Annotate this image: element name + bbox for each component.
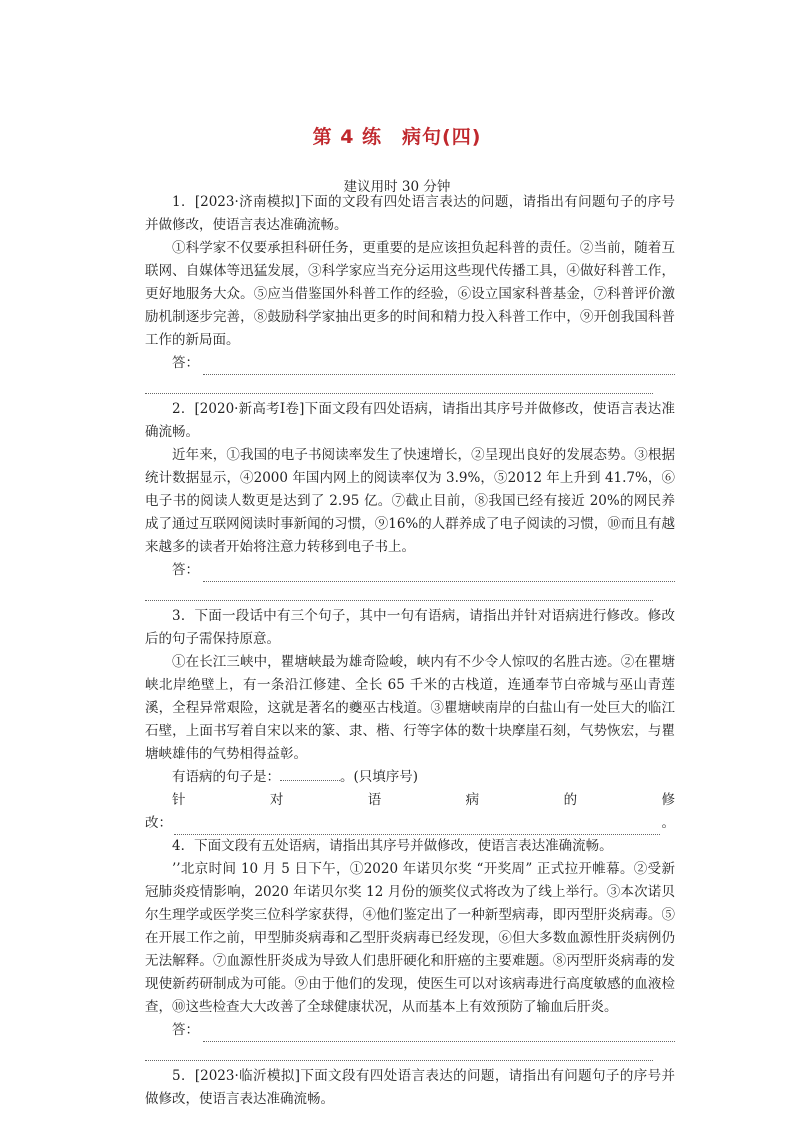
q5-stem: 5．[2023·临沂模拟]下面文段有四处语言表达的问题，请指出有问题句子的序号并做修改，使语言表达准确流畅。 — [145, 1068, 675, 1107]
q2-stem: 2．[2020·新高考Ⅰ卷]下面文段有四处语病，请指出其序号并做修改，使语言表达准确流畅。 — [145, 401, 675, 440]
answer-blank-line[interactable] — [145, 375, 675, 398]
mod-word: 对 — [269, 792, 284, 808]
answer-label: 答： — [172, 562, 199, 578]
answer-blank[interactable] — [203, 360, 675, 375]
answer-blank-line[interactable] — [145, 1042, 675, 1065]
q3-stem: 3．下面一段话中有三个句子，其中一句有语病，请指出并针对语病进行修改。修改后的句子需保持原意。 — [145, 608, 675, 647]
q3-fill-line — [145, 766, 675, 789]
questions — [145, 191, 675, 1111]
q4-passage: ’’北京时间 10 月 5 日下午，①2020 年诺贝尔奖 “开奖周” 正式拉开帷幕。②受新冠肺炎疫情影响，2020 年诺贝尔奖 12 月份的颁奖仪式将改为了线上举行。③本次诺贝尔生理学或医学奖三位科学家获得，④他们鉴定出了一种新型病毒，即丙型肝炎病毒。⑤在开展工作之前，甲型肺炎病毒和乙型肝炎病毒已经发现，⑥但大多数血源性肝炎病例仍无法解释。⑦血源性肝炎成为导致人们患肝硬化和肝癌的主要难题。⑧丙型肝炎病毒的发现使新药研制成为可能。⑨由于他们的发现，使医生可以对该病毒进行高度敏感的血液检查，⑩这些检查大大改善了全球健康状况，从而基本上有效预防了输血后肝炎。 — [145, 861, 675, 1015]
q1-answer-line[interactable] — [145, 352, 675, 375]
answer-blank[interactable] — [203, 567, 675, 582]
q3-mod-suffix: 。 — [661, 815, 675, 831]
q3-mod-blank[interactable] — [174, 820, 660, 835]
page-title: 第 4 练 病句(四) — [312, 126, 482, 148]
answer-blank-line[interactable] — [145, 582, 675, 605]
answer-label: 答： — [172, 355, 199, 371]
q4-stem: 4．下面文段有五处语病，请指出其序号并做修改，使语言表达准确流畅。 — [172, 838, 613, 854]
mod-word: 病 — [465, 792, 480, 808]
q1-stem: 1．[2023·济南模拟]下面的文段有四处语言表达的问题，请指出有问题句子的序号并做修改，使语言表达准确流畅。 — [145, 194, 675, 233]
q3-mod-words — [145, 789, 675, 812]
page-subtitle: 建议用时 30 分钟 — [343, 179, 451, 195]
answer-label: 答： — [172, 1022, 199, 1038]
q1-passage: ①科学家不仅要承担科研任务，更重要的是应该担负起科普的责任。②当前，随着互联网、自媒体等迅猛发展，③科学家应当充分运用这些现代传播工具，④做好科普工作，更好地服务大众。⑤应当借鉴国外科普工作的经验，⑥设立国家科普基金，⑦科普评价激励机制逐步完善，⑧鼓励科学家抽出更多的时间和精力投入科普工作中，⑨开创我国科普工作的新局面。 — [145, 240, 675, 348]
q3-fill-prefix: 有语病的句子是： — [172, 769, 280, 785]
q3-fill-suffix: 。(只填序号) — [340, 769, 419, 785]
q2-passage: 近年来，①我国的电子书阅读率发生了快速增长，②呈现出良好的发展态势。③根据统计数据显示，④2000 年国内网上的阅读率仅为 3.9%，⑤2012 年上升到 41.7%，⑥电子书的阅读人数更是达到了 2.95 亿。⑦截止目前，⑧我国已经有接近 20%的网民养成了通过互联网阅读时事新闻的习惯，⑨16%的人群养成了电子阅读的习惯，⑩而且有越来越多的读者开始将注意力转移到电子书上。 — [145, 447, 675, 555]
q4-answer-line[interactable] — [145, 1019, 675, 1042]
q2-answer-line[interactable] — [145, 559, 675, 582]
mod-word: 修 — [661, 792, 675, 808]
q3-passage: ①在长江三峡中，瞿塘峡最为雄奇险峻，峡内有不少令人惊叹的名胜古迹。②在瞿塘峡北岸绝壁上，有一条沿江修建、全长 65 千米的古栈道，连通奉节白帝城与巫山青莲溪，全程异常艰险，这就是著名的夔巫古栈道。③瞿塘峡南岸的白盐山有一处巨大的临江石壁，上面书写着自宋以来的篆、隶、楷、行等字体的数十块摩崖石刻，气势恢宏，与瞿塘峡雄伟的气势相得益彰。 — [145, 654, 675, 762]
q3-mod-line[interactable] — [145, 812, 675, 835]
mod-word: 针 — [172, 792, 186, 808]
mod-word: 的 — [563, 792, 578, 808]
mod-word: 语 — [367, 792, 382, 808]
q3-fill-blank[interactable] — [280, 767, 340, 781]
answer-blank[interactable] — [203, 1027, 675, 1042]
q3-mod-prefix: 改： — [145, 815, 172, 831]
